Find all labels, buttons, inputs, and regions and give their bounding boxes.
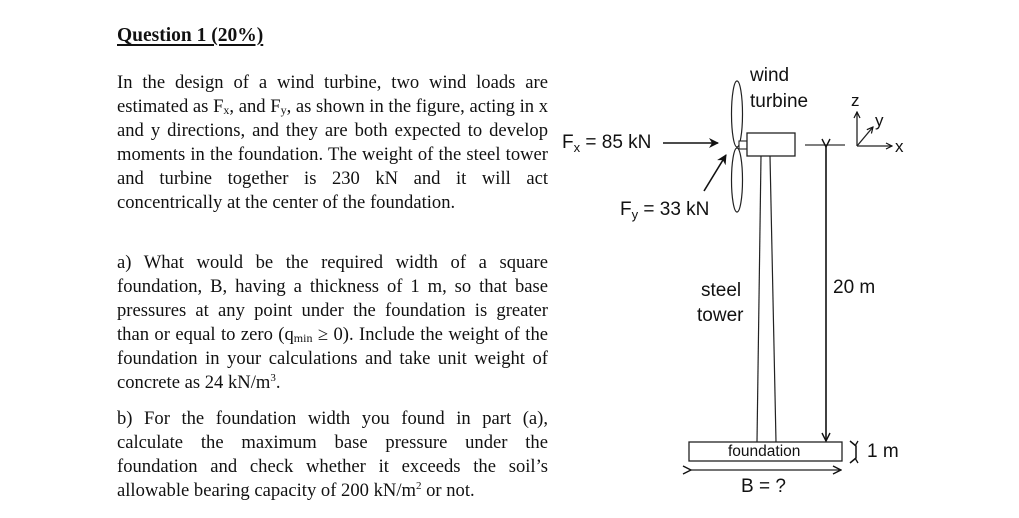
turbine-nacelle bbox=[747, 133, 795, 156]
axis-y-label: y bbox=[875, 111, 884, 130]
thickness-marker bbox=[850, 441, 858, 463]
width-label: B = ? bbox=[741, 476, 786, 497]
part-a-paragraph: a) What would be the required width of a square foundation, B, having a thickness of 1 m, so that base pressures at any point under the foundation is greater than or equal to zero $(q_{min} \ge 0)$. Include the weight of the foundation in your calculations and take unit weight of concrete as 24 $kN/m^3$. bbox=[117, 252, 548, 394]
intro-paragraph: In the design of a wind turbine, two wind loads are estimated as $F_x$, and $F_y$, as shown in the figure, acting in x and y directions, and they are both expected to develop moments in the foundation. The weight of the steel tower and turbine together is 230 kN and it will act concentrically at the center of the foundation. bbox=[117, 72, 549, 214]
height-label: 20 m bbox=[833, 277, 876, 298]
question-title: Question 1 (20%) bbox=[117, 25, 264, 46]
turbine-hub bbox=[739, 141, 747, 149]
fy-arrow bbox=[704, 155, 726, 191]
foundation-label: foundation bbox=[728, 443, 801, 460]
fy-label: $F_y = 33$ kN bbox=[620, 199, 710, 222]
axis-z-label: z bbox=[851, 91, 860, 110]
part-b-paragraph: b) For the foundation width you found in part (a), calculate the maximum base pressure under the foundation and check whether it exceeds the soil’s allowable bearing capacity of 200 $kN/m^2$ or not. bbox=[117, 408, 548, 502]
steel-tower bbox=[757, 156, 776, 442]
thickness-label: 1 m bbox=[867, 441, 899, 462]
tower-label-line1: steel bbox=[701, 280, 742, 301]
tower-label-line2: tower bbox=[697, 305, 744, 326]
axis-x-label: x bbox=[895, 137, 904, 156]
turbine-label-line1: wind bbox=[750, 65, 790, 86]
fx-label: $F_x = 85$ kN bbox=[562, 132, 652, 155]
turbine-label-line2: turbine bbox=[750, 91, 809, 112]
